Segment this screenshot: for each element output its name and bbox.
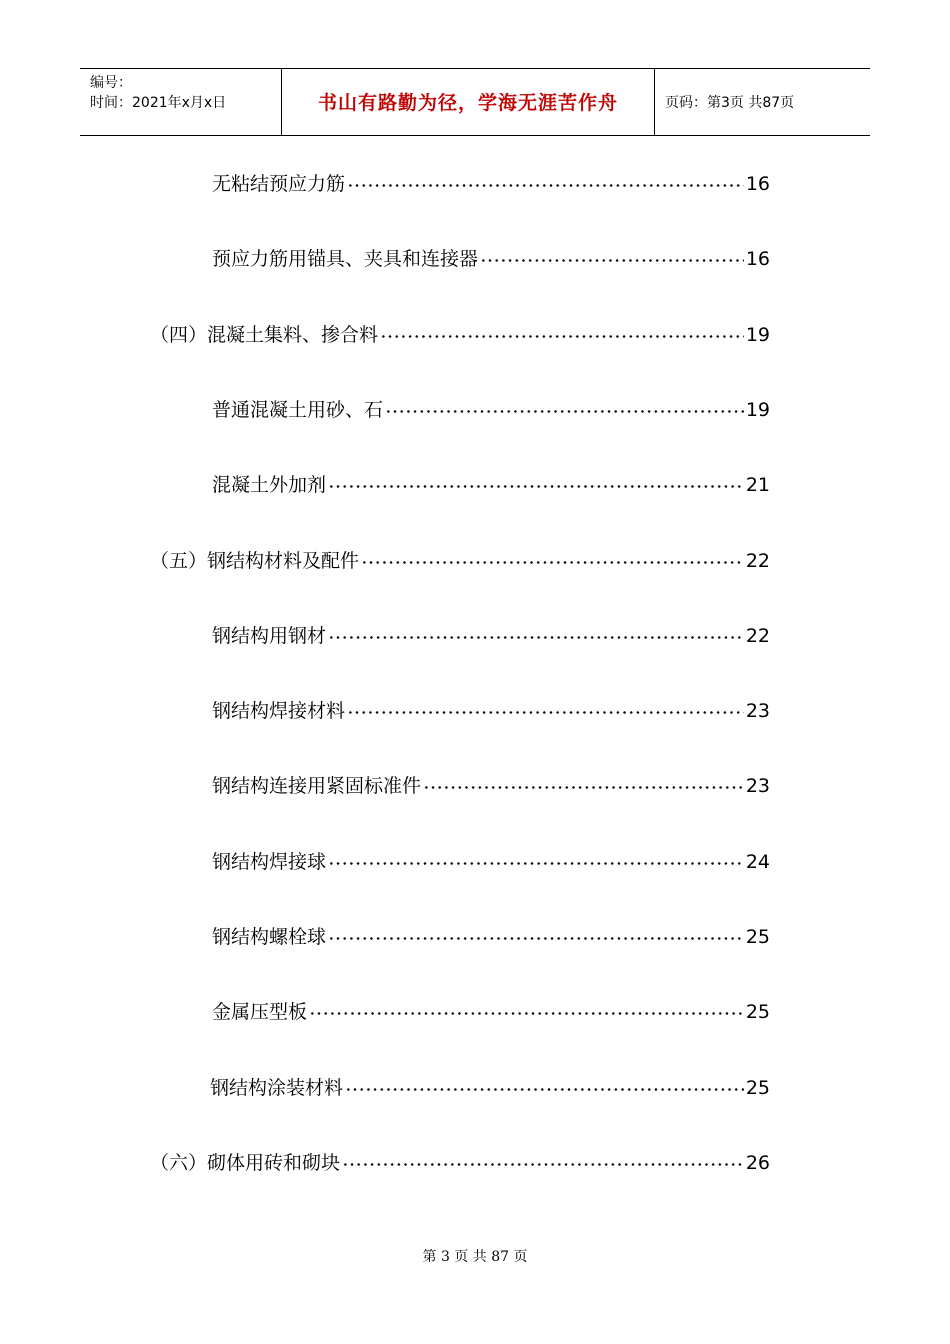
- toc-leader-dots: [326, 621, 746, 651]
- toc-entry-title: 钢结构焊接材料: [212, 700, 346, 722]
- toc-entry[interactable]: [212, 244, 770, 274]
- header-page-info: 页码：第3页 共87页: [665, 95, 795, 111]
- toc-leader-dots: [307, 997, 746, 1027]
- toc-entry[interactable]: [212, 169, 770, 199]
- toc-entry[interactable]: [212, 395, 770, 425]
- toc-leader-dots: [345, 696, 746, 726]
- toc-entry-title: （五）钢结构材料及配件: [150, 550, 360, 572]
- toc-entry[interactable]: [150, 320, 770, 350]
- toc-entry-title: 混凝土外加剂: [212, 474, 327, 496]
- toc-leader-dots: [343, 1073, 746, 1103]
- toc-leader-dots: [359, 546, 746, 576]
- toc-entry-title: 金属压型板: [212, 1001, 308, 1023]
- toc-entry-page: 19: [745, 324, 770, 346]
- toc-entry-page: 23: [745, 775, 770, 797]
- toc-entry-title: 钢结构涂装材料: [210, 1077, 344, 1099]
- toc-leader-dots: [478, 244, 746, 274]
- toc-leader-dots: [345, 169, 746, 199]
- toc-entry-title: 钢结构用钢材: [212, 625, 327, 647]
- toc-entry-title: （四）混凝土集料、掺合料: [150, 324, 379, 346]
- toc-entry[interactable]: [212, 696, 770, 726]
- toc-entry[interactable]: [212, 470, 770, 500]
- toc-leader-dots: [326, 922, 746, 952]
- toc-entry-title: 预应力筋用锚具、夹具和连接器: [212, 248, 479, 270]
- toc-entry[interactable]: [150, 1148, 770, 1178]
- page-header: [80, 68, 870, 136]
- toc-entry-page: 24: [745, 851, 770, 873]
- toc-entry-page: 21: [745, 474, 770, 496]
- toc-entry[interactable]: [150, 546, 770, 576]
- toc-entry-title: 钢结构焊接球: [212, 851, 327, 873]
- toc-entry-page: 25: [745, 1077, 770, 1099]
- toc-entry-page: 25: [745, 926, 770, 948]
- page-footer: 第 3 页 共 87 页: [422, 1249, 528, 1265]
- toc-leader-dots: [378, 320, 746, 350]
- toc-entry[interactable]: [212, 771, 770, 801]
- toc-entry-page: 23: [745, 700, 770, 722]
- toc-entry-title: 无粘结预应力筋: [212, 173, 346, 195]
- toc-leader-dots: [383, 395, 746, 425]
- header-divider: [654, 69, 655, 135]
- toc-leader-dots: [421, 771, 746, 801]
- toc-entry-page: 19: [745, 399, 770, 421]
- toc-entry-title: （六）砌体用砖和砌块: [150, 1152, 341, 1174]
- toc-entry-page: 16: [745, 248, 770, 270]
- toc-entry-title: 钢结构连接用紧固标准件: [212, 775, 422, 797]
- toc-entry-page: 22: [745, 625, 770, 647]
- toc-entry-page: 16: [745, 173, 770, 195]
- toc-entry-title: 钢结构螺栓球: [212, 926, 327, 948]
- toc-entry[interactable]: [212, 847, 770, 877]
- toc-leader-dots: [326, 847, 746, 877]
- toc-entry-page: 25: [745, 1001, 770, 1023]
- toc-entry-title: 普通混凝土用砂、石: [212, 399, 384, 421]
- toc-entry-page: 22: [745, 550, 770, 572]
- toc-entry[interactable]: [212, 621, 770, 651]
- document-number-label: 编号：: [90, 75, 132, 91]
- header-meta: [90, 73, 226, 113]
- toc-entry[interactable]: [210, 1073, 770, 1103]
- document-time: 时间：2021年x月x日: [90, 95, 227, 111]
- toc-entry-page: 26: [745, 1152, 770, 1174]
- toc-leader-dots: [326, 470, 746, 500]
- toc-leader-dots: [340, 1148, 746, 1178]
- header-motto: 书山有路勤为径，学海无涯苦作舟: [317, 92, 618, 114]
- toc-entry[interactable]: [212, 922, 770, 952]
- toc-entry[interactable]: [212, 997, 770, 1027]
